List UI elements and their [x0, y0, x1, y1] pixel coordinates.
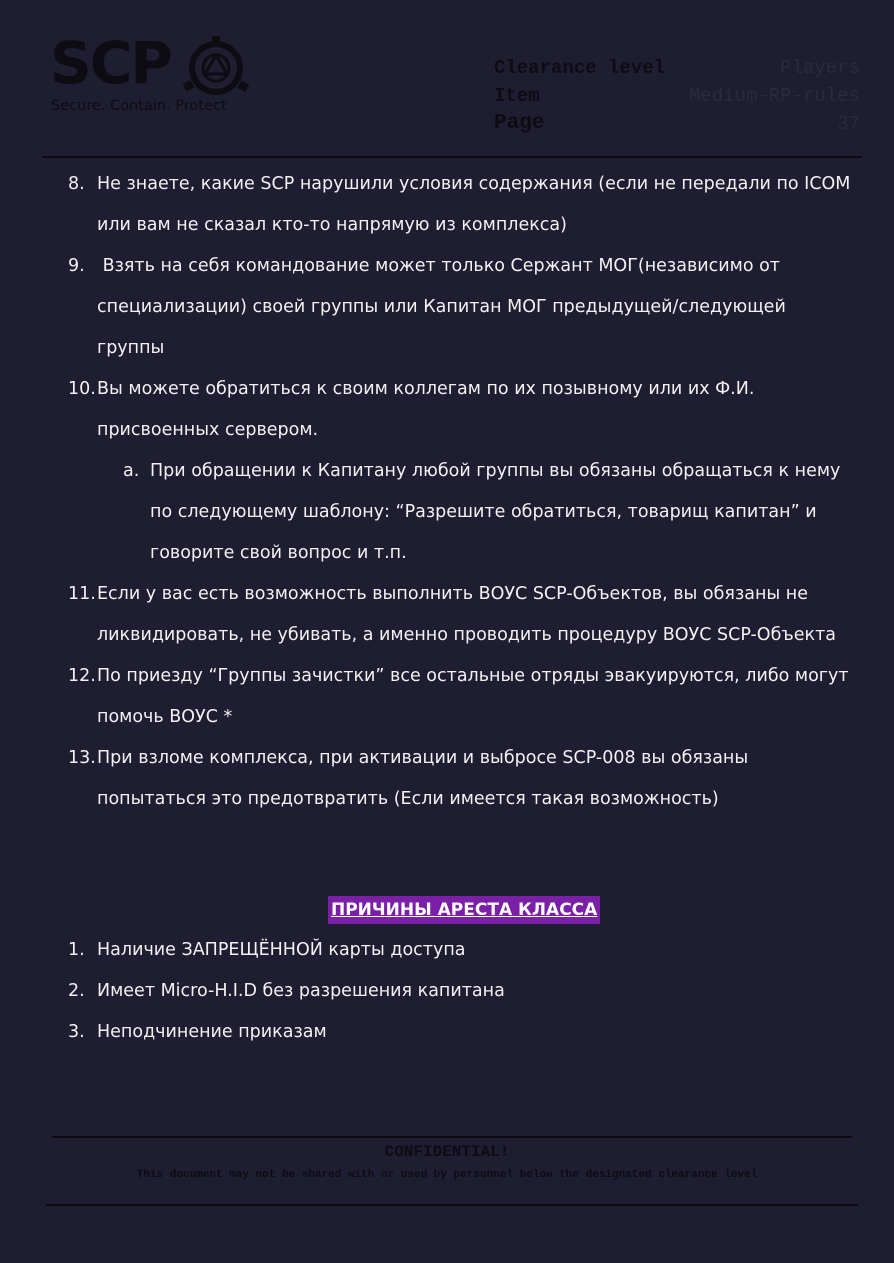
list-item — [68, 738, 858, 820]
item-number: 11. — [68, 584, 96, 604]
rules-list — [68, 164, 858, 820]
item-number: 12. — [68, 666, 96, 686]
meta-row-clearance — [494, 54, 860, 82]
footer-divider-top — [52, 1136, 852, 1138]
list-item — [68, 656, 858, 738]
meta-label: Clearance level — [494, 57, 666, 79]
item-text: Если у вас есть возможность выполнить ВОУС SCP-Объектов, вы обязаны не ликвидировать, не убивать, а именно проводить процедуру ВОУС SCP-Объекта — [97, 584, 836, 645]
item-text: При взломе комплекса, при активации и выбросе SCP-008 вы обязаны попытаться это предотвратить (Если имеется такая возможность) — [97, 748, 749, 809]
arrest-reasons-list — [68, 930, 768, 1053]
item-text: По приезду “Группы зачистки” все остальные отряды эвакуируются, либо могут помочь ВОУС * — [97, 666, 849, 727]
item-text: Имеет Micro-H.I.D без разрешения капитана — [97, 981, 505, 1001]
item-text: Неподчинение приказам — [97, 1022, 327, 1042]
list-item — [68, 930, 768, 971]
item-number: 3. — [68, 1022, 85, 1042]
logo-tagline: Secure. Contain. Protect — [51, 98, 227, 114]
section-title: ПРИЧИНЫ АРЕСТА КЛАССА — [328, 896, 600, 924]
item-text: Не знаете, какие SCP нарушили условия содержания (если не передали по ICOM или вам не сказал кто-то напрямую из комплекса) — [97, 174, 851, 235]
scp-emblem-icon — [182, 32, 250, 100]
list-item — [68, 369, 858, 451]
document-meta — [494, 54, 860, 138]
meta-row-item — [494, 82, 860, 110]
item-number: 13. — [68, 748, 96, 768]
meta-label: Item — [494, 85, 540, 107]
item-number: 8. — [68, 174, 85, 194]
meta-value: Medium-RP-rules — [688, 85, 860, 107]
item-text: Наличие ЗАПРЕЩЁННОЙ карты доступа — [97, 940, 466, 960]
item-number: 1. — [68, 940, 85, 960]
item-number: a. — [123, 461, 140, 481]
meta-value: Players — [780, 57, 860, 79]
list-item — [68, 1012, 768, 1053]
item-text: Взять на себя командование может только Сержант МОГ(независимо от специализации) своей группы или Капитан МОГ предыдущей/следующей группы — [97, 256, 792, 358]
list-item — [68, 164, 858, 246]
list-item — [68, 246, 858, 369]
confidential-title: CONFIDENTIAL! — [384, 1143, 510, 1161]
list-item — [68, 971, 768, 1012]
item-number: 9. — [68, 256, 85, 276]
scp-logo — [50, 29, 260, 122]
list-item — [68, 574, 858, 656]
sub-list-item — [123, 451, 858, 574]
item-text: Вы можете обратиться к своим коллегам по их позывному или их Ф.И. присвоенных сервером. — [97, 379, 755, 440]
logo-wordmark: SCP — [50, 29, 171, 97]
meta-value: 37 — [837, 113, 860, 135]
meta-row-page — [494, 110, 860, 138]
confidential-note: This document may not be shared with or used by personnel below the designated clearance level — [136, 1169, 758, 1181]
footer-divider-bottom — [46, 1204, 858, 1206]
header-divider — [42, 156, 862, 158]
item-number: 10. — [68, 379, 96, 399]
meta-label: Page — [494, 112, 545, 135]
item-number: 2. — [68, 981, 85, 1001]
item-text: При обращении к Капитану любой группы вы обязаны обращаться к нему по следующему шаблону: “Разрешите обратиться, товарищ капитан” и говорите свой вопрос и т.п. — [150, 461, 841, 563]
